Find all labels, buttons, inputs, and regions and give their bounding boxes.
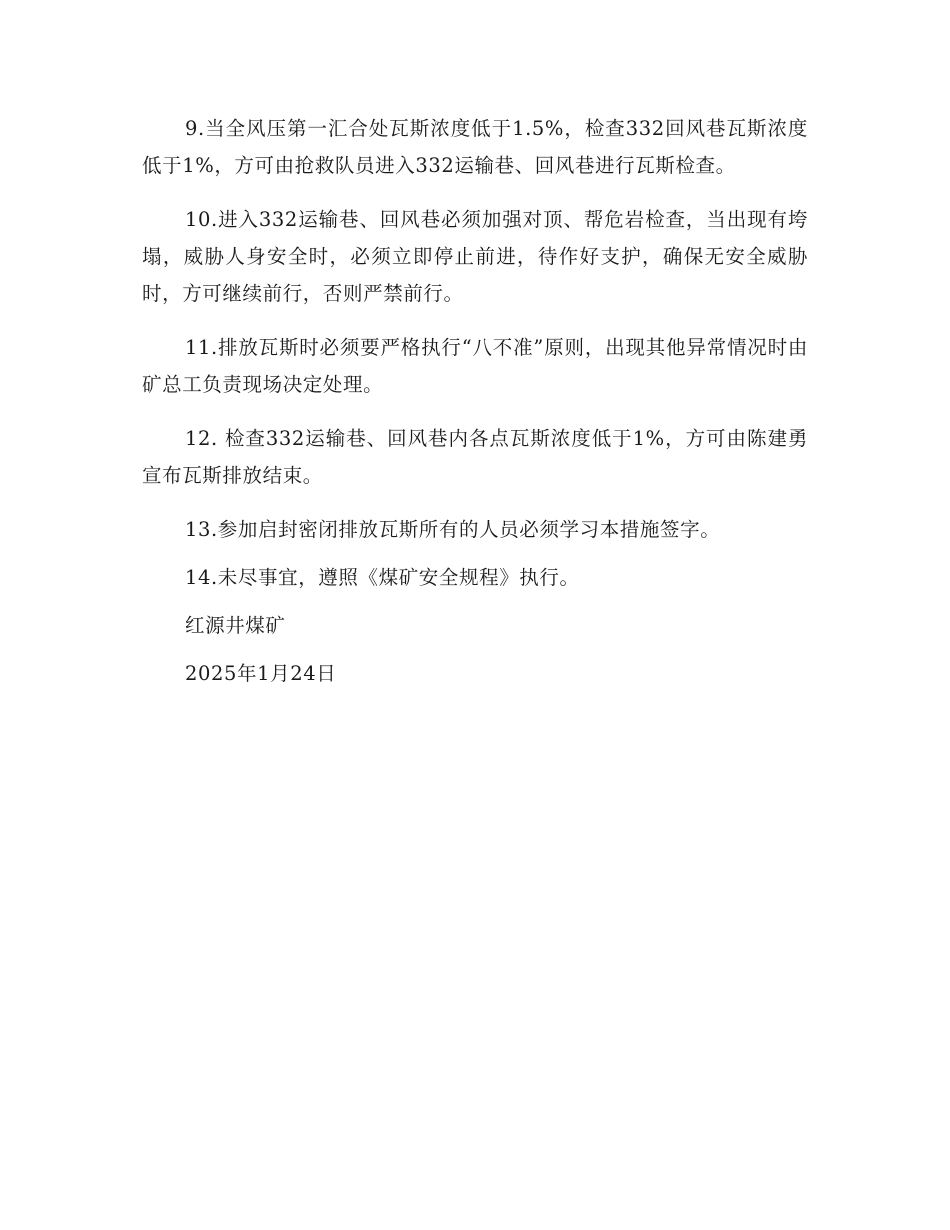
organization-signature: 红源井煤矿 xyxy=(185,614,286,637)
paragraph-item-14: 14.未尽事宜，遵照《煤矿安全规程》执行。 xyxy=(185,566,580,589)
document-body xyxy=(142,110,808,703)
paragraph-item-12: 12. 检查332运输巷、回风巷内各点瓦斯浓度低于1%，方可由陈建勇宣布瓦斯排放结束。 xyxy=(142,427,808,487)
paragraph-item-11: 11.排放瓦斯时必须要严格执行“八不准”原则，出现其他异常情况时由矿总工负责现场决定处理。 xyxy=(142,336,808,396)
document-date: 2025年1月24日 xyxy=(185,662,337,685)
paragraph-item-10: 10.进入332运输巷、回风巷必须加强对顶、帮危岩检查，当出现有垮塌，威胁人身安全时，必须立即停止前进，待作好支护，确保无安全威胁时，方可继续前行，否则严禁前行。 xyxy=(142,208,808,305)
paragraph-item-13: 13.参加启封密闭排放瓦斯所有的人员必须学习本措施签字。 xyxy=(185,518,721,541)
paragraph-item-9: 9.当全风压第一汇合处瓦斯浓度低于1.5%，检查332回风巷瓦斯浓度低于1%，方可由抢救队员进入332运输巷、回风巷进行瓦斯检查。 xyxy=(142,117,808,177)
